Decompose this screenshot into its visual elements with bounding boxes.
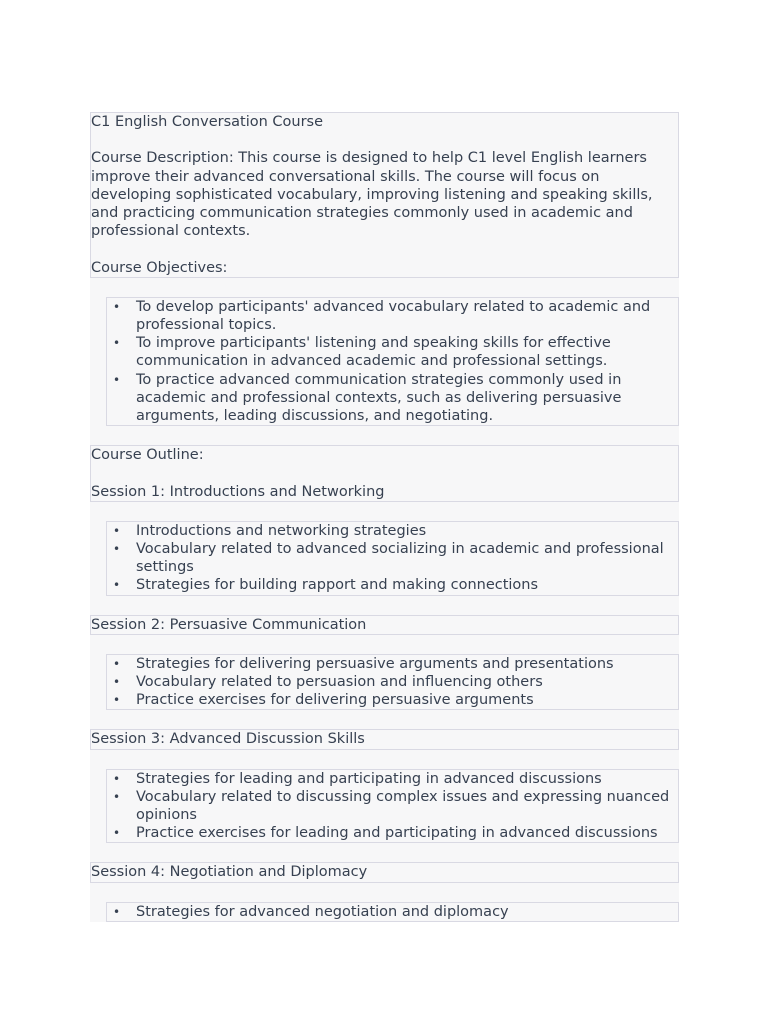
list-item: • Vocabulary related to discussing complex issues and expressing nuanced opinions [136, 788, 678, 824]
session-3-title: Session 3: Advanced Discussion Skills [91, 731, 365, 748]
objectives-heading: Course Objectives: [91, 259, 228, 276]
session-3-list [106, 769, 679, 844]
list-item: • Introductions and networking strategies [136, 522, 678, 540]
list-item: • Practice exercises for leading and participating in advanced discussions [136, 824, 678, 842]
course-description: Course Description: This course is designed to help C1 level English learners improve their advanced conversational skills. The course will focus on developing sophisticated vocabulary, improving listening and speaking skills, and practicing communication strategies commonly used in academic and professional contexts. [91, 150, 653, 240]
session-2-block [90, 615, 679, 635]
session-4-title: Session 4: Negotiation and Diplomacy [91, 864, 368, 881]
course-document [90, 112, 679, 922]
session-2-title: Session 2: Persuasive Communication [91, 616, 367, 633]
list-item: • To practice advanced communication strategies commonly used in academic and professional contexts, such as delivering persuasive arguments, leading discussions, and negotiating. [136, 371, 678, 426]
session-3-block [90, 729, 679, 749]
course-title: C1 English Conversation Course [91, 114, 324, 130]
list-item: • Strategies for delivering persuasive arguments and presentations [136, 655, 678, 673]
list-item: • To develop participants' advanced vocabulary related to academic and professional topics. [136, 298, 678, 334]
list-item: • To improve participants' listening and speaking skills for effective communication in advanced academic and professional settings. [136, 334, 678, 370]
intro-block [90, 112, 679, 278]
objectives-list [106, 297, 679, 426]
list-item: • Strategies for leading and participating in advanced discussions [136, 770, 678, 788]
list-item: • Strategies for building rapport and making connections [136, 576, 678, 594]
session-2-list [106, 654, 679, 711]
outline-block [90, 445, 679, 502]
session-4-list [106, 902, 679, 922]
outline-heading: Course Outline: [91, 447, 204, 464]
list-item: • Vocabulary related to advanced socializing in academic and professional settings [136, 540, 678, 576]
list-item: • Strategies for advanced negotiation and diplomacy [136, 903, 678, 921]
session-1-title: Session 1: Introductions and Networking [91, 483, 385, 500]
list-item: • Practice exercises for delivering persuasive arguments [136, 691, 678, 709]
session-4-block [90, 862, 679, 882]
list-item: • Vocabulary related to persuasion and influencing others [136, 673, 678, 691]
session-1-list [106, 521, 679, 596]
